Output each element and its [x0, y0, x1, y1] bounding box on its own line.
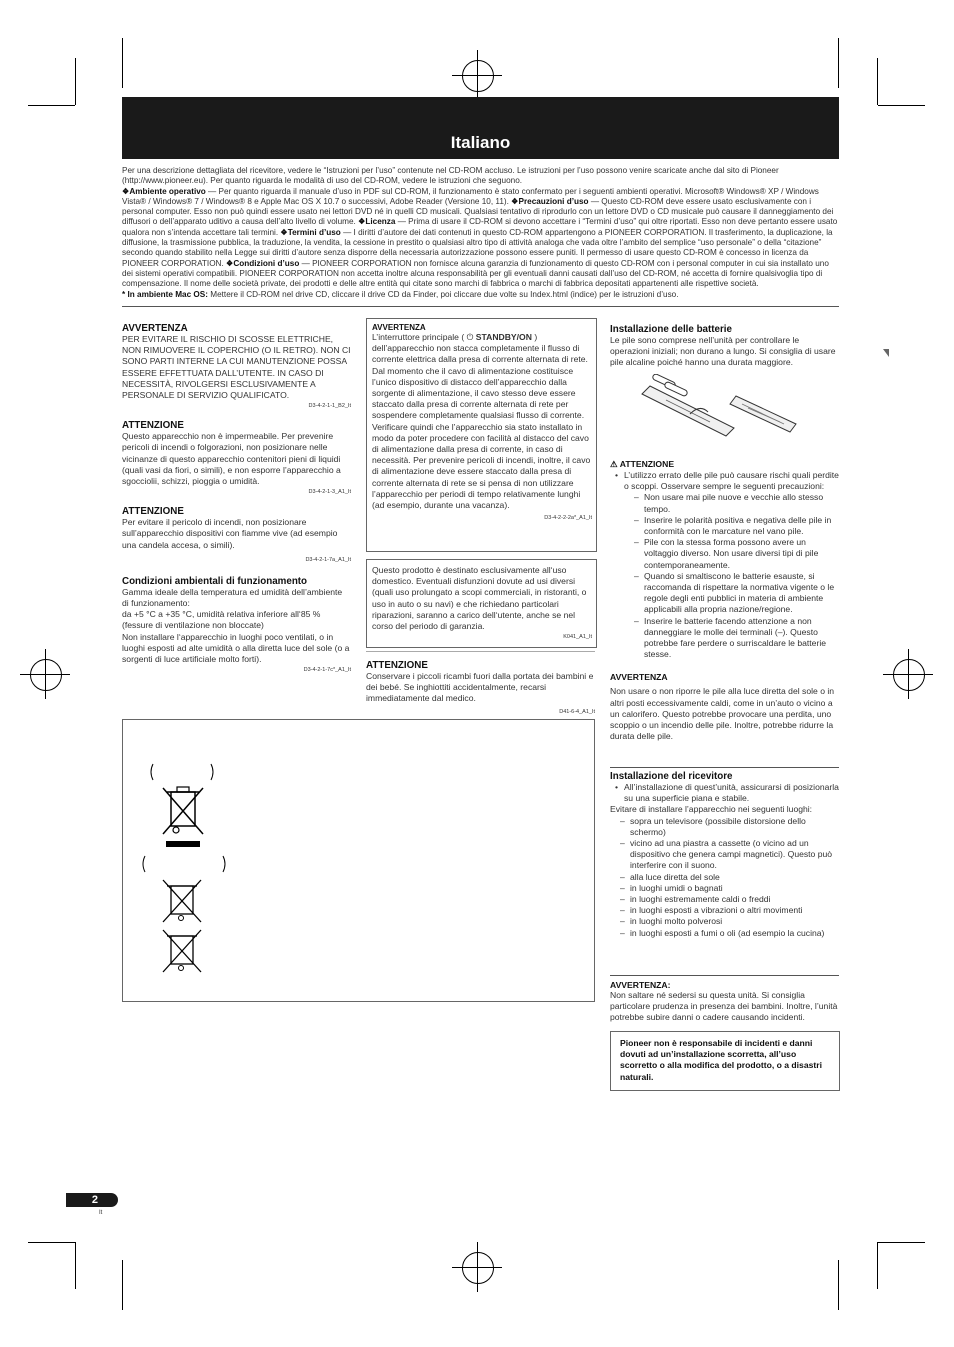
crop-mark [877, 1242, 878, 1289]
list-item: – in luoghi esposti a fumi o oli (ad esempio la cucina) [630, 928, 839, 939]
text-ricambi: Conservare i piccoli ricambi fuori dalla portata dei bambini e dei bebé. Se inghiottiti accidentalmente, recarsi immediatamente dal medico. [366, 671, 594, 704]
title-banner [122, 97, 839, 159]
heading-avvertenza: AVVERTENZA: [610, 980, 671, 990]
crop-mark [838, 38, 839, 88]
text-termini: — I diritti d’autore dei dati contenuti in questo CD-ROM appartengono a PIONEER CORPORATION. Il trasferimento, la duplicazione, la diffusione, la trasmissione pubblica, la traduzione, la vendita, la cessione in prestito o qualsiasi altro tipo di attività analoga che vada oltre l’ambito del semplice “uso personale” o della “citazione” secondo quando stabilito nella Legge sui diritti d’autore senza disporre della necessaria autorizzazione possono essere puniti. Il permesso di usare questo CD-ROM è concesso in licenza da PIONEER CORPORATION. [122, 227, 833, 268]
list-item: – in luoghi estremamente caldi o freddi [630, 894, 839, 905]
crop-mark [75, 1242, 76, 1289]
ref-code: D3-4-2-1-3_A1_It [308, 489, 351, 496]
list-item: – Inserire le polarità positiva e negativa delle pile in conformità con le marcature nel vano pile. [644, 515, 839, 537]
text-attenzione: Questo apparecchio non è impermeabile. Per prevenire pericoli di incendi o folgorazioni, non posizionare nelle vicinanze di questo apparecchio contenitori pieni di liquidi (quali vasi da fiori, o simili), e non esporre l’apparecchio a sgocciolii, schizzi, pioggia o umidità. [122, 431, 341, 487]
text-avvertenza-pile: Non usare o non riporre le pile alla luce diretta del sole o in altri posti eccessivamente caldi, come in un’auto o vicino a un calorifero. Questo potrebbe provocare una perdita, uno scoppio o un incendio delle pile. Inoltre, potrebbe ridurre la durata delle pile. [610, 686, 835, 742]
heading-attenzione-label: ATTENZIONE [619, 459, 675, 469]
responsibility-notice-box [610, 1031, 840, 1091]
heading-condizioni: Condizioni ambientali di funzionamento [122, 575, 308, 587]
text-standby-body: ) dell’apparecchio non stacca completamente il flusso di corrente elettrica dalla presa di corrente alternata di rete. Dal momento che il cavo di alimentazione costituisce l’unico dispositivo di distacco dell’apparecchio dalla sorgente di alimentazione, il cavo stesso deve essere staccato dalla presa di corrente alternata di rete per sospendere completamente qualsiasi flusso di corrente. Verificare quindi che l’apparecchio sia stato installato in modo da poter procedere con facilità al distacco del cavo di alimentazione dalla presa di corrente, in caso di necessità. Per prevenire pericoli di incendi, inoltre, il cavo di alimentazione deve essere staccato dalla presa di corrente alternata di rete se si pensa di non utilizzare l’apparecchio per periodi di tempo relativamente lunghi (ad esempio, durante una vacanza). [372, 332, 591, 511]
divider [610, 767, 839, 768]
section-batterie [610, 324, 839, 369]
list-item-text: L’utilizzo errato delle pile può causare rischi quali perdite o scoppi. Osservare sempre le seguenti precauzioni: [624, 470, 839, 492]
crop-mark [838, 1260, 839, 1310]
list-item: – in luoghi molto polverosi [630, 916, 839, 927]
heading-attenzione: ATTENZIONE [122, 420, 184, 432]
text-licenza: — Prima di usare il CD-ROM si devono accettare i “Termini d’uso” qui oltre riportati. Esso non deve pertanto essere usato qualora non s’intenda accettare tali termini. [122, 217, 838, 237]
bracket-left [151, 764, 153, 780]
heading-ricevitore: Installazione del ricevitore [610, 771, 733, 782]
list-item: – Quando si smaltiscono le batterie esauste, si raccomanda di rispettare la normativa vigente o le regole degli enti pubblici in materia di ambiente applicabili alla propria nazione/regione. [644, 571, 839, 616]
page-number: 2 [66, 1193, 118, 1207]
battery-dash-list [624, 492, 839, 660]
intro-paragraph [122, 187, 839, 290]
crop-mark [878, 105, 925, 106]
text-ricevitore-intro: Evitare di installare l’apparecchio nei seguenti luoghi: [610, 804, 813, 815]
divider [122, 306, 839, 307]
section-ricevitore [610, 771, 839, 939]
warning-box-standby [366, 318, 597, 552]
label-ambiente: ❖Ambiente operativo [122, 186, 206, 196]
standby-on-label: STANDBY/ON [475, 332, 532, 342]
bracket-left [143, 856, 145, 872]
heading-avvertenza: AVVERTENZA [372, 323, 426, 332]
heading-attenzione: ATTENZIONE [366, 660, 428, 671]
text-attenzione: Per evitare il pericolo di incendi, non posizionare sull’apparecchio dispositivi con fiamme vive (ad esempio una candela accesa, o simili). [122, 517, 338, 550]
heading-batterie: Installazione delle batterie [610, 324, 732, 335]
heading-attenzione: ATTENZIONE [122, 506, 184, 518]
list-item [624, 470, 839, 660]
label-precauzioni: ❖Precauzioni d’uso [511, 196, 589, 206]
list-item: – in luoghi umidi o bagnati [630, 883, 839, 894]
crop-mark [28, 105, 75, 106]
divider [610, 975, 839, 976]
text-avvertenza-salto: Non saltare né sedersi su questa unità. Si consiglia particolare prudenza in presenza dei bambini. Inoltre, l’unità potrebbe subire danni o cadere causando incidenti. [610, 990, 838, 1023]
label-mac: * In ambiente Mac OS: [122, 289, 208, 299]
intro-paragraph [122, 166, 839, 187]
intro-p1: Per una descrizione dettagliata del ricevitore, vedere le “Istruzioni per l’uso” contenute nel CD-ROM accluso. Le istruzioni per l’uso possono venire scaricate anche dal sito di Pioneer (http://www.pioneer.eu). Per quanto riguarda le modalità di uso del CD-ROM, vedere le istruzioni che seguono. [122, 166, 779, 186]
text-condizioni: Non installare l‘apparecchio in luoghi poco ventilati, o in luoghi esposti ad alte umidità o alla diretta luce del sole (o a sorgenti di luce artificiale molto forti). [122, 631, 350, 665]
weee-symbols [141, 760, 261, 1020]
ref-code: D3-4-2-1-1_B2_It [308, 403, 351, 410]
text-precauzioni: — Questo CD-ROM deve essere usato esclusivamente con i personal computer. Esso non può quindi essere usato nei lettori DVD né in quelli CD musicali. Qualsiasi tentativo di riprodurlo con un lettore DVD o CD musicale può causare il danneggiamento dei diffusori o dell’apparato uditivo a causa dell’alto livello di volume. [122, 196, 834, 227]
text-ambiente: — Per quanto riguarda il manuale d’uso in PDF sul CD-ROM, il funzionamento è stato confermato per i seguenti ambienti operativi. Microsoft® Windows® XP / Windows Vista® / Windows® 7 / Windows® 8 e Apple Mac OS X 10.7 o successivi, Adobe Reader (Versione 10, 11). [122, 186, 819, 206]
list-item: – Pile con la stessa forma possono avere un voltaggio diverso. Non usare diversi tipi di pile contemporaneamente. [644, 537, 839, 571]
remote-battery-illustration [630, 374, 800, 449]
text-condizioni: da +5 °C a +35 °C, umidità relativa inferiore all‘85 % (fessure di ventilazione non bloccate) [122, 609, 321, 631]
text-condizioni: Gamma ideale della temperatura ed umidità dell’ambiente di funzionamento: [122, 586, 343, 609]
crossed-bin-icon [163, 787, 203, 847]
crop-mark [122, 1260, 123, 1310]
list-item: – vicino ad una piastra a cassette (o vicino ad un dispositivo che genera campi magnetici). Questo può interferire con il suono. [630, 838, 839, 872]
receiver-bullet-list [610, 782, 839, 804]
marker-triangle-icon [883, 349, 889, 357]
crop-mark [883, 674, 933, 675]
list-item: – alla luce diretta del sole [630, 872, 839, 883]
text-condizioni: — PIONEER CORPORATION non fornisce alcuna garanzia di funzionamento di questo CD-ROM con i personal computer in cui sia installato uno dei sistemi operativi compatibili. PIONEER CORPORATION non accetta inoltre alcuna responsabilità per gli eventuali danni causati dall’uso del CD-ROM, né accetta di fornire qualsivoglia tipo di compensazione. Il nome delle società private, dei prodotti e delle altre entità qui citate sono marchi di fabbrica o marchi di fabbrica depositati appartenenti alle rispettive società. [122, 258, 829, 289]
ref-code: K041_A1_It [563, 634, 592, 641]
label-licenza: ❖Licenza [358, 217, 396, 227]
ref-code: D41-6-4_A1_It [559, 708, 595, 715]
power-icon: ⏻ [466, 332, 476, 342]
heading-avvertenza: AVVERTENZA [122, 323, 188, 334]
warning-box-content [372, 323, 592, 521]
list-item: – sopra un televisore (possibile distorsione dello schermo) [630, 816, 839, 838]
list-item: – Inserire le batterie facendo attenzione a non danneggiare le molle dei terminali (–). Questo potrebbe fare perdere o surriscaldare le batterie stesse. [644, 616, 839, 661]
label-termini: ❖Termini d’uso [280, 227, 341, 237]
remote-closed-icon [730, 396, 796, 432]
list-item: – Non usare mai pile nuove e vecchie allo stesso tempo. [644, 492, 839, 514]
ref-code: D3-4-2-2-2a*_A1_It [544, 515, 592, 522]
registration-mark [893, 659, 925, 691]
section-avvertenza-salto [610, 980, 839, 1024]
registration-mark [30, 659, 62, 691]
crop-mark [452, 1267, 502, 1268]
text-standby-pre: L’interruttore principale ( [372, 332, 467, 342]
crop-mark [877, 58, 878, 105]
crop-mark [122, 38, 123, 88]
registration-mark [462, 1252, 494, 1284]
section-batterie-attenzione [610, 459, 839, 742]
text-responsibility: Pioneer non è responsabile di incidenti e danni dovuti ad un’installazione scorretta, all’uso scorretto o alla modifica del prodotto, o a disastri naturali. [620, 1038, 822, 1082]
weee-box [122, 719, 595, 1002]
notice-box-content [372, 565, 592, 640]
receiver-dash-list [610, 816, 839, 939]
heading-attenzione [610, 459, 839, 470]
crossed-battery-bin-icon [163, 930, 201, 972]
section-attenzione-ricambi [366, 660, 595, 715]
intro-paragraph [122, 290, 839, 300]
text-mac: Mettere il CD-ROM nel drive CD, cliccare il drive CD da Finder, poi cliccare due volte su Index.html (indice) per le istruzioni d’uso. [208, 289, 679, 299]
registration-mark [462, 60, 494, 92]
heading-avvertenza: AVVERTENZA [610, 672, 668, 683]
crop-mark [28, 1242, 75, 1243]
remote-open-icon [642, 374, 734, 436]
text-standby [372, 332, 592, 511]
text-batterie: Le pile sono comprese nell’unità per controllare le operazioni iniziali; non durano a lungo. Si consiglia di usare pile alcaline poiché hanno una durata maggiore. [610, 335, 836, 368]
column-left [122, 323, 351, 673]
battery-bullet-list [610, 470, 839, 660]
divider [366, 651, 595, 652]
warning-triangle-icon: ⚠ [610, 459, 620, 469]
bracket-right [211, 764, 213, 780]
intro-text [122, 166, 839, 300]
text-avvertenza: PER EVITARE IL RISCHIO DI SCOSSE ELETTRICHE, NON RIMUOVERE IL COPERCHIO (O IL RETRO). NON CI SONO PARTI INTERNE LA CUI MANUTENZIONE POSSA ESSERE EFFETTUATA DALL’UTENTE. IN CASO DI NECESSITÀ, RIVOLGERSI ESCLUSIVAMENTE A PERSONALE DI SERVIZIO QUALIFICATO. [122, 334, 351, 401]
crossed-battery-bin-icon [163, 880, 201, 922]
notice-box-domestic [366, 559, 597, 648]
list-item: • All’installazione di quest’unità, assicurarsi di posizionarla su una superficie piana e stabile. [624, 782, 839, 804]
ref-code: D3-4-2-1-7a_A1_It [305, 556, 351, 563]
bracket-right [223, 856, 225, 872]
crop-mark [20, 674, 70, 675]
language-code: It [99, 1210, 103, 1216]
crop-mark [75, 58, 76, 105]
crop-mark [878, 1242, 925, 1243]
page-title: Italiano [450, 133, 511, 152]
crop-mark [452, 75, 502, 76]
list-item: – in luoghi esposti a vibrazioni o altri movimenti [630, 905, 839, 916]
text-domestic: Questo prodotto è destinato esclusivamente all‘uso domestico. Eventuali disfunzioni dovute ad usi diversi (quali uso prolungato a scopi commerciali, in ristoranti, o uso in auto o su navi) e che richiedano particolari riparazioni, saranno a carico dell‘utente, anche se nel corso del periodo di garanzia. [372, 565, 587, 632]
ref-code: D3-4-2-1-7c*_A1_It [303, 667, 351, 674]
label-condizioni: ❖Condizioni d’uso [226, 258, 300, 268]
